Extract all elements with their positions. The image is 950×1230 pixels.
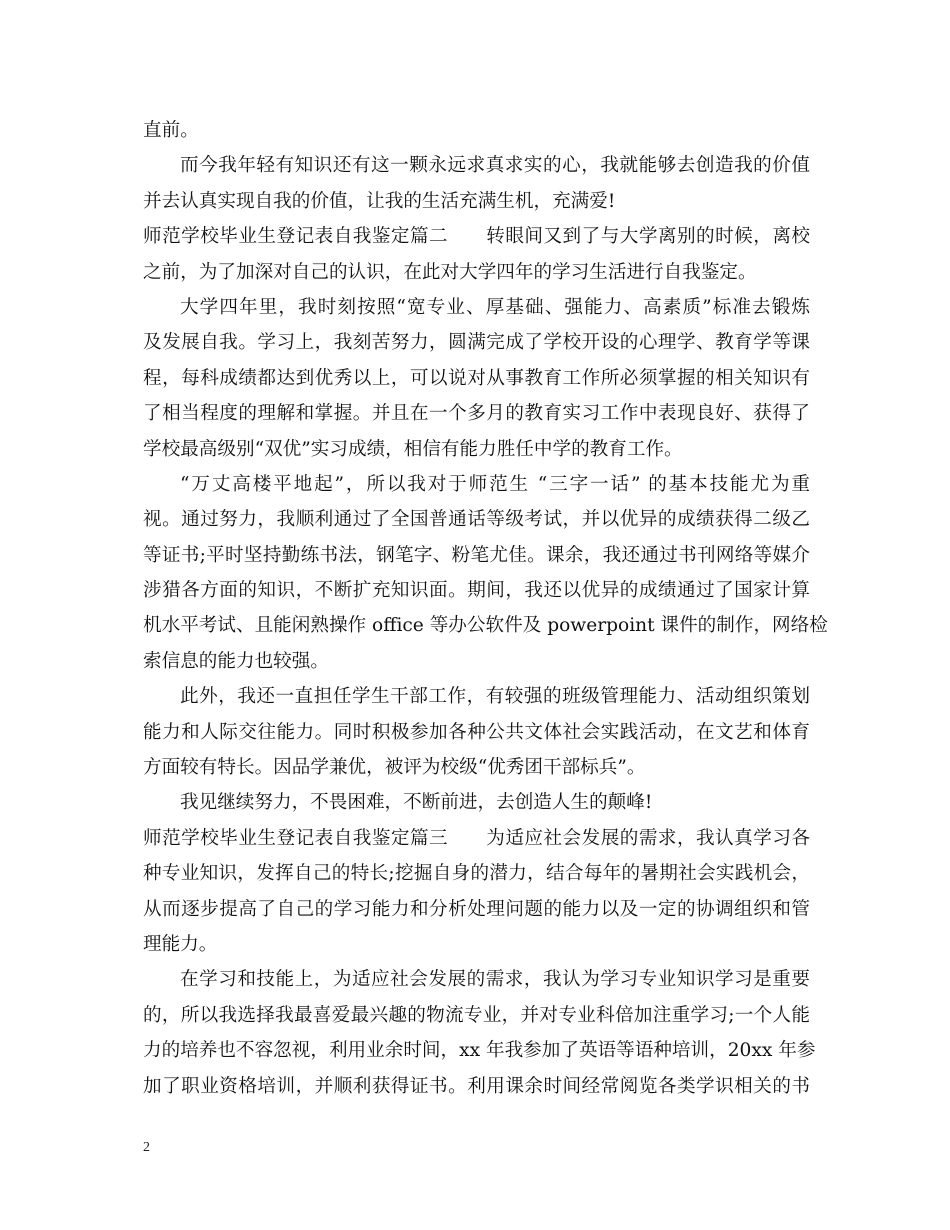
text-line: 视。通过努力，我顺利通过了全国普通话等级考试，并以优异的成绩获得二级乙 bbox=[143, 509, 810, 531]
text-line: 能力和人际交往能力。同时积极参加各种公共文体社会实践活动，在文艺和体育 bbox=[143, 721, 810, 743]
text-line: 加了职业资格培训，并顺利获得证书。利用课余时间经常阅览各类学识相关的书 bbox=[143, 1075, 810, 1097]
text-line: 方面较有特长。因品学兼优，被评为校级“优秀团干部标兵”。 bbox=[143, 757, 646, 779]
text-line: 大学四年里，我时刻按照“宽专业、厚基础、强能力、高素质”标准去锻炼 bbox=[180, 296, 810, 318]
page-number: 2 bbox=[143, 1140, 150, 1155]
text-line: 种专业知识，发挥自己的特长;挖掘自身的潜力，结合每年的暑期社会实践机会， bbox=[143, 863, 810, 885]
text-line: 索信息的能力也较强。 bbox=[143, 650, 329, 672]
text-line: 机水平考试、且能闲熟操作 office 等办公软件及 powerpoint 课件的制作，网络检 bbox=[143, 615, 828, 637]
text-line: 程，每科成绩都达到优秀以上，可以说对从事教育工作所必须掌握的相关知识有 bbox=[143, 367, 810, 389]
section-heading-line: 师范学校毕业生登记表自我鉴定篇二 转眼间又到了与大学离别的时候，离校 bbox=[143, 226, 810, 248]
text-line: 力的培养也不容忽视，利用业余时间，xx 年我参加了英语等语种培训，20xx 年参 bbox=[143, 1040, 816, 1062]
text-line: 了相当程度的理解和掌握。并且在一个多月的教育实习工作中表现良好、获得了 bbox=[143, 403, 810, 425]
text-line: 理能力。 bbox=[143, 933, 218, 955]
text-line: 直前。 bbox=[143, 120, 199, 141]
text-line: 我见继续努力，不畏困难，不断前进，去创造人生的颠峰! bbox=[180, 792, 653, 814]
text-line: 及发展自我。学习上，我刻苦努力，圆满完成了学校开设的心理学、教育学等课 bbox=[143, 332, 810, 354]
text-line: 涉猎各方面的知识，不断扩充知识面。期间，我还以优异的成绩通过了国家计算 bbox=[143, 580, 810, 602]
text-line: 在学习和技能上，为适应社会发展的需求，我认为学习专业知识学习是重要 bbox=[180, 969, 810, 991]
text-line: 学校最高级别“双优”实习成绩，相信有能力胜任中学的教育工作。 bbox=[143, 438, 683, 460]
text-line: 而今我年轻有知识还有这一颗永远求真求实的心，我就能够去创造我的价值 bbox=[180, 155, 810, 177]
text-line: 此外，我还一直担任学生干部工作，有较强的班级管理能力、活动组织策划 bbox=[180, 686, 810, 708]
text-line: “万丈高楼平地起”，所以我对于师范生 “三字一话” 的基本技能尤为重 bbox=[180, 473, 810, 495]
text-line: 从而逐步提高了自己的学习能力和分析处理问题的能力以及一定的协调组织和管 bbox=[143, 898, 810, 920]
text-line: 并去认真实现自我的价值，让我的生活充满生机，充满爱! bbox=[143, 190, 616, 212]
text-line: 的，所以我选择我最喜爱最兴趣的物流专业，并对专业科倍加注重学习;一个人能 bbox=[143, 1004, 810, 1026]
section-heading-line: 师范学校毕业生登记表自我鉴定篇三 为适应社会发展的需求，我认真学习各 bbox=[143, 827, 810, 849]
text-line: 等证书;平时坚持勤练书法，钢笔字、粉笔尤佳。课余，我还通过书刊网络等媒介 bbox=[143, 544, 810, 566]
text-line: 之前，为了加深对自己的认识，在此对大学四年的学习生活进行自我鉴定。 bbox=[143, 261, 757, 283]
document-body bbox=[143, 113, 828, 1104]
